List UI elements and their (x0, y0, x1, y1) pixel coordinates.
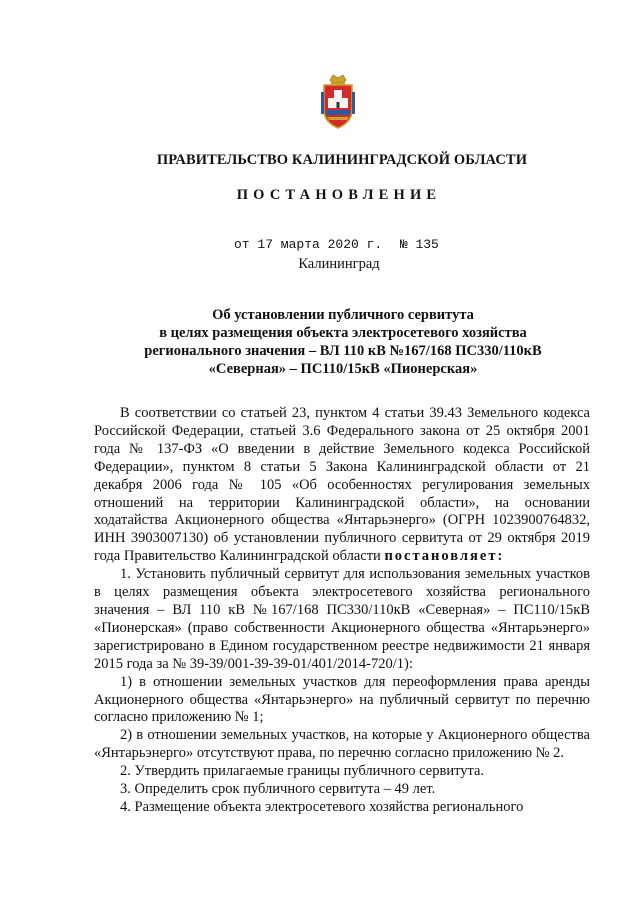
date-number-line (234, 237, 439, 252)
item-2: 2. Утвердить прилагаемые границы публичного сервитута. (120, 763, 485, 780)
decree-date: от 17 марта 2020 г. (234, 237, 383, 252)
coat-of-arms-emblem (318, 74, 358, 130)
document-type: ПОСТАНОВЛЕНИЕ (236, 187, 442, 203)
preamble-text: В соответствии со статьей 23, пунктом 4 статьи 39.43 Земельного кодекса Российской Федерации, статьей 3.6 Федерального закона от 25 октября 2001 года № 137-ФЗ «О введении в действие Земельного кодекса Российской Федерации», пунктом 8 статьи 5 Закона Калининградской области от 21 декабря 2006 года № 105 «Об особенностях регулирования земельных отношений на территории Калининградской области», на основании ходатайства Акционерного общества «Янтарьэнерго» (ОГРН 1023900764832, ИНН 3903007130) об установлении публичного сервитута от 29 октября 2019 года Правительство Калининградской области (94, 405, 590, 565)
title-line: «Северная» – ПС110/15кВ «Пионерская» (208, 361, 478, 377)
item-1-2: 2) в отношении земельных участков, на которые у Акционерного общества «Янтарьэнерго» отсутствуют права, по перечню согласно приложению № 2. (94, 727, 590, 762)
resolves-word: постановляет: (384, 548, 505, 565)
decree-number: № 135 (399, 237, 439, 252)
item-1-1: 1) в отношении земельных участков для переоформления права аренды Акционерного общества «Янтарьэнерго» на публичный сервитут по перечню согласно приложению № 1; (94, 673, 590, 726)
document-title (0, 306, 640, 378)
preamble-paragraph (94, 405, 590, 566)
item-3: 3. Определить срок публичного сервитута – 49 лет. (120, 781, 436, 798)
item-4: 4. Размещение объекта электросетевого хозяйства регионального (120, 798, 524, 815)
document-body (94, 405, 590, 817)
title-line: в целях размещения объекта электросетевого хозяйства (159, 325, 527, 341)
city-name: Калининград (298, 256, 380, 272)
title-line: регионального значения – ВЛ 110 кВ №167/168 ПС330/110кВ (144, 343, 542, 359)
title-line: Об установлении публичного сервитута (212, 307, 474, 323)
government-name: ПРАВИТЕЛЬСТВО КАЛИНИНГРАДСКОЙ ОБЛАСТИ (156, 152, 528, 168)
item-1: 1. Установить публичный сервитут для использования земельных участков в целях размещения объекта электросетевого хозяйства регионального значения – ВЛ 110 кВ №167/168 ПС330/110кВ «Северная» – ПС110/15кВ «Пионерская» (право собственности Акционерного общества «Янтарьэнерго» зарегистрировано в Едином государственном реестре недвижимости 21 января 2015 года за № 39-39/001-39-39-01/401/2014-720/1): (94, 566, 590, 672)
